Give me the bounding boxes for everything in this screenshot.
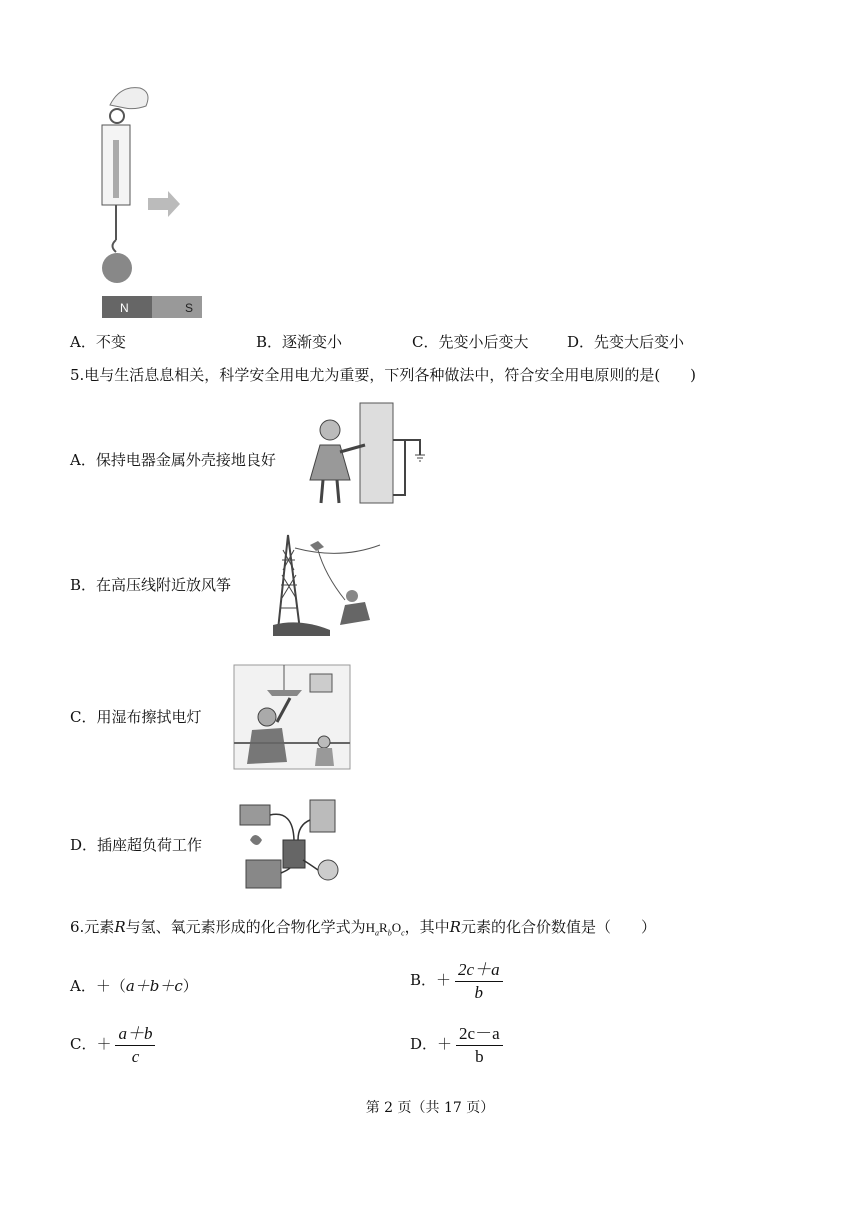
q4-option-b: B．逐渐变小: [256, 333, 343, 351]
q5-option-b: B．在高压线附近放风筝: [70, 576, 232, 594]
page-footer: 第 2 页（共 17 页）: [365, 1100, 495, 1116]
q6-element-r: R: [114, 918, 126, 936]
q6-stem-post: 元素的化合价数值是（ ）: [460, 918, 656, 936]
q5-stem: 5.电与生活息息相关，科学安全用电尤为重要，下列各种做法中，符合安全用电原则的是( ): [70, 366, 697, 384]
q6-option-d: D．＋ $\frac{2c-a}{b}$: [410, 1024, 503, 1066]
q6-stem-mid2: ，其中: [404, 918, 450, 936]
q6-option-c: C．＋ $\frac{a+b}{c}$: [70, 1024, 155, 1066]
q6-stem-mid: 与氢、氧元素形成的化合物化学式为: [125, 918, 366, 936]
q6-stem: [70, 916, 656, 938]
q5-option-d: D．插座超负荷工作: [70, 836, 203, 854]
q5-option-c: C．用湿布擦拭电灯: [70, 708, 202, 726]
q4-option-a: A．不变: [70, 333, 126, 351]
overloaded-socket-image: [238, 795, 353, 895]
q6-stem-pre: 6.元素: [70, 918, 115, 936]
q4-option-c: C．先变小后变大: [412, 333, 529, 351]
spring-scale-figure: [80, 80, 230, 325]
q4-option-d: D．先变大后变小: [567, 333, 685, 351]
kite-near-powerline-image: [270, 530, 385, 640]
q6-option-a: A．＋（a＋b＋c）: [70, 977, 198, 995]
magnet-n-label: N: [120, 301, 129, 315]
q5-option-a: A．保持电器金属外壳接地良好: [70, 451, 276, 469]
grounded-appliance-image: [305, 400, 433, 510]
wiping-lamp-image: [232, 662, 352, 772]
magnet-s-label: S: [185, 301, 194, 315]
q4-options: [70, 331, 830, 351]
q6-element-r2: R: [449, 918, 461, 936]
q6-option-b: B．＋ $\frac{2c+a}{b}$: [410, 960, 503, 1002]
q6-formula: $H_aR_bO_c$: [365, 920, 405, 938]
